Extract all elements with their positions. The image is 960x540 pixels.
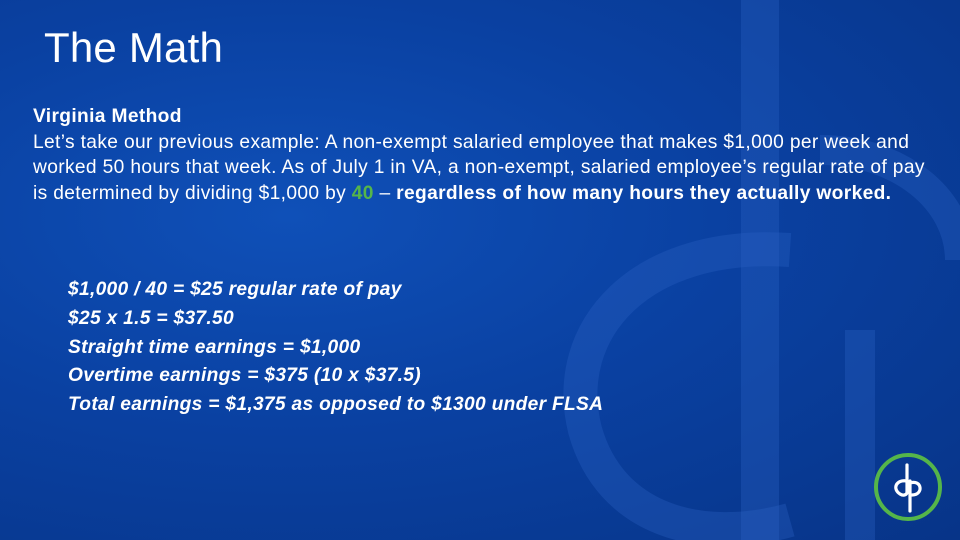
dp-logo-icon	[872, 451, 944, 523]
paragraph-dash: –	[373, 182, 397, 204]
calculation-line: Straight time earnings = $1,000	[68, 336, 361, 358]
calculation-line: $25 x 1.5 = $37.50	[68, 307, 234, 329]
slide-body	[33, 104, 938, 206]
calculation-line: Overtime earnings = $375 (10 x $37.5)	[68, 365, 421, 387]
calculation-line: $1,000 / 40 = $25 regular rate of pay	[68, 279, 402, 300]
paragraph-text: Let’s take our previous example: A non-exempt salaried employee that makes $1,000 per week and worked 50 hours that week. As of July 1 in VA, a non-exempt, salaried employee’s regular rate of pay is determined by dividing $1,000 by	[33, 131, 925, 204]
calculation-line: Total earnings = $1,375 as opposed to $1300 under FLSA	[68, 394, 604, 416]
method-paragraph	[33, 130, 938, 207]
paragraph-emphasis: regardless of how many hours they actually worked.	[396, 182, 892, 204]
divisor-highlight: 40	[351, 182, 374, 204]
method-heading: Virginia Method	[33, 106, 182, 127]
slide-title: The Math	[44, 24, 224, 71]
calculation-list	[68, 276, 603, 420]
